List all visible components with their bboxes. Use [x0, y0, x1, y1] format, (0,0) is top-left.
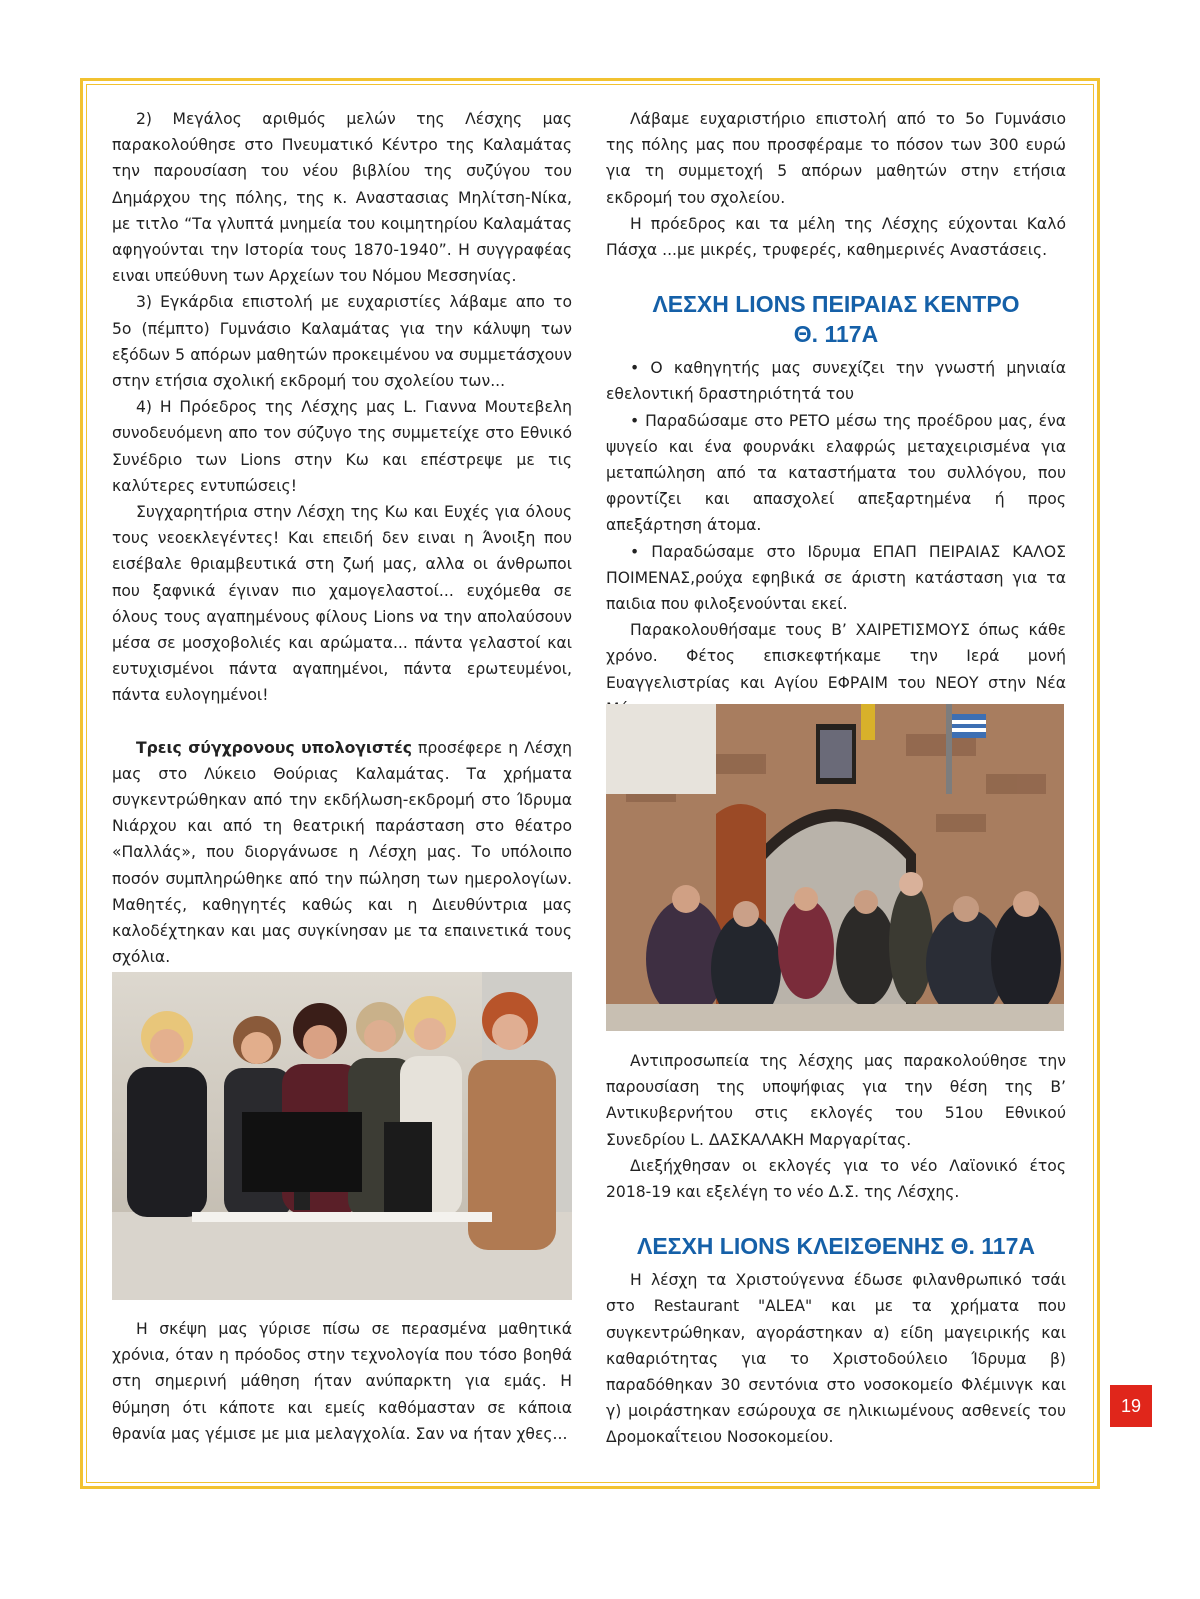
bullet-3: • Παραδώσαμε στο Ιδρυμα ΕΠΑΠ ΠΕΙΡΑΙΑΣ ΚΑΛΟΣ ΠΟΙΜΕΝΑΣ,ρούχα εφηβικά σε άριστη κατάσταση για τα παιδια που φιλοξενούνται εκεί. [606, 542, 1066, 614]
right-paragraph-2: Η πρόεδρος και τα μέλη της Λέσχης εύχονται Καλό Πάσχα ...με μικρές, τρυφερές, καθημερινές Αναστάσεις. [606, 214, 1066, 260]
page-number: 19 [1110, 1385, 1152, 1427]
photo-monastery-visit-image [606, 704, 1064, 1031]
right-lower-column [606, 1048, 1066, 1451]
section-heading-kleisthenis: ΛΕΣΧΗ LIONS ΚΛΕΙΣΘΕΝΗΣ Θ. 117Α [636, 1233, 1035, 1260]
right-paragraph-5: Διεξήχθησαν οι εκλογές για το νέο Λαϊονικό έτος 2018-19 και εξελέγη το νέο Δ.Σ. της Λέσχης. [606, 1156, 1066, 1202]
photo-computer-donation-image [112, 972, 572, 1300]
right-paragraph-4: Αντιπροσωπεία της λέσχης μας παρακολούθησε την παρουσίαση της υποψήφιας για την θέση της Β’ Αντικυβερνήτου στις εκλογές του 51ου Εθνικού Συνεδρίου L. ΔΑΣΚΑΛΑΚΗ Μαργαρίτας. [606, 1052, 1066, 1149]
section-heading-peiraias-line1: ΛΕΣΧΗ LIONS ΠΕΙΡΑΙΑΣ ΚΕΝΤΡΟ [652, 291, 1020, 318]
computers-bold-lead: Τρεις σύγχρονους υπολογιστές [136, 738, 412, 757]
left-caption-text: Η σκέψη μας γύρισε πίσω σε περασμένα μαθητικά χρόνια, όταν η πρόοδος στην τεχνολογία που τόσο βοηθά στη σημερινή μάθηση ήταν ανύπαρκτη για εμάς. Η θύμηση ότι κάποτε και εμείς καθόμασταν σε κάποια θρανία μας γέμισε με μια μελαγχολία. Σαν να ήταν χθες... [112, 1320, 572, 1443]
photo-monastery-visit [606, 704, 1064, 1031]
right-paragraph-6: Η λέσχη τα Χριστούγεννα έδωσε φιλανθρωπικό τσάι στο Restaurant "ALEA" και με τα χρήματα που συγκεντρώθηκαν, αγοράστηκαν α) είδη μαγειρικής και καθαριότητας για το Χριστοδούλειο Ίδρυμα β) παραδόθηκαν 30 σεντόνια στο νοσοκομείο Φλέμινγκ και γ) μοιράστηκαν εσώρουχα σε ηλικιωμένους ασθενείς του Δρομοκαΐτειου Νοσοκομείου. [606, 1271, 1066, 1447]
right-paragraph-1: Λάβαμε ευχαριστήριο επιστολή από το 5ο Γυμνάσιο της πόλης μας που προσφέραμε το πόσον των 300 ευρώ για τη συμμετοχή 5 απόρων μαθητών στην ετήσια εκδρομή του σχολείου. [606, 110, 1066, 207]
left-paragraph-3: 4) Η Πρόεδρος της Λέσχης μας L. Γιαννα Μουτεβελη συνοδευόμενη απο τον σύζυγο της συμμετείχε στο Εθνικό Συνέδριο των Lions στην Κω και επέστρεψε με τις καλύτερες εντυπώσεις! [112, 398, 572, 495]
section-heading-peiraias-line2: Θ. 117Α [793, 321, 879, 348]
section-heading-peiraias [606, 289, 1066, 349]
left-paragraph-1: 2) Μεγάλος αριθμός μελών της Λέσχης μας παρακολούθησε στο Πνευματικό Κέντρο της Καλαμάτας την παρουσίαση του νέου βιβλίου της συζύγου του Δημάρχου της πόλης, της κ. Αναστασιας Μηλίτση-Νίκα, με τιτλο “Τα γλυπτά μνημεία του κοιμητηρίου Καλαμάτας αφηγούνται την Ιστορία τους 1870-1940”. Η συγγραφέας ειναι υπεύθυνη των Αρχείων του Νόμου Μεσσηνίας. [112, 110, 572, 286]
left-caption [112, 1316, 572, 1447]
bullet-1: • Ο καθηγητής μας συνεχίζει την γνωστή μηνιαία εθελοντική δραστηριότητά του [606, 359, 1066, 404]
computers-text: προσέφερε η Λέσχη μας στο Λύκειο Θούριας Καλαμάτας. Τα χρήματα συγκεντρώθηκαν από την εκδήλωση-εκδρομή στο Ίδρυμα Νιάρχου και από τη θεατρική παράσταση στο θέατρο «Παλλάς», που διοργάνωσε η Λέσχη μας. Το υπόλοιπο ποσόν συμπληρώθηκε από την πώληση των ημερολογίων. Μαθητές, καθηγητές καθώς και η Διευθύντρια μας καλοδέχτηκαν και μας συγκίνησαν με τα επαινετικά τους σχόλια. [112, 738, 572, 967]
left-paragraph-4: Συγχαρητήρια στην Λέσχη της Κω και Ευχές για όλους τους νεοεκλεγέντες! Και επειδή δεν ειναι η Άνοιξη που εισέβαλε θριαμβευτικά στη ζωή μας, αλλα οι άνθρωποι που ξαφνικά έγιναν πιο χαμογελαστοί... ευχόμεθα σε όλους τους αγαπημένους φίλους Lions να την απολαύσουν μέσα σε μοσχοβολιές και αρώματα... πάντα γελαστοί και ευτυχισμένοι πάντα αγαπημένοι, πάντα ερωτευμένοι, πάντα ευλογημένοι! [112, 503, 572, 705]
right-column [606, 106, 1066, 722]
left-paragraph-2: 3) Εγκάρδια επιστολή με ευχαριστίες λάβαμε απο το 5ο (πέμπτο) Γυμνάσιο Καλαμάτας για την κάλυψη των εξόδων 5 απόρων μαθητών προκειμένου να συμμετάσχουν στην ετήσια σχολική εκδρομή του σχολείου των... [112, 293, 572, 391]
bullet-2: • Παραδώσαμε στο ΡΕΤΟ μέσω της προέδρου μας, ένα ψυγείο και ένα φουρνάκι ελαφρώς μεταχειρισμένα για μεταπώληση από τα καταστήματα του συλλόγου, που φροντίζει και απασχολεί απεξαρτημένα ή προς απεξάρτηση άτομα. [606, 411, 1066, 535]
left-column [112, 106, 572, 971]
photo-computer-donation [112, 972, 572, 1300]
left-paragraph-5 [112, 735, 572, 971]
right-paragraph-3: Παρακολουθήσαμε τους Β’ ΧΑΙΡΕΤΙΣΜΟΥΣ όπως κάθε χρόνο. Φέτος επισκεφτήκαμε την Ιερά μονή Ευαγγελιστρίας και Αγίου ΕΦΡΑΙΜ του ΝΕΟΥ στην Νέα [606, 621, 1066, 692]
